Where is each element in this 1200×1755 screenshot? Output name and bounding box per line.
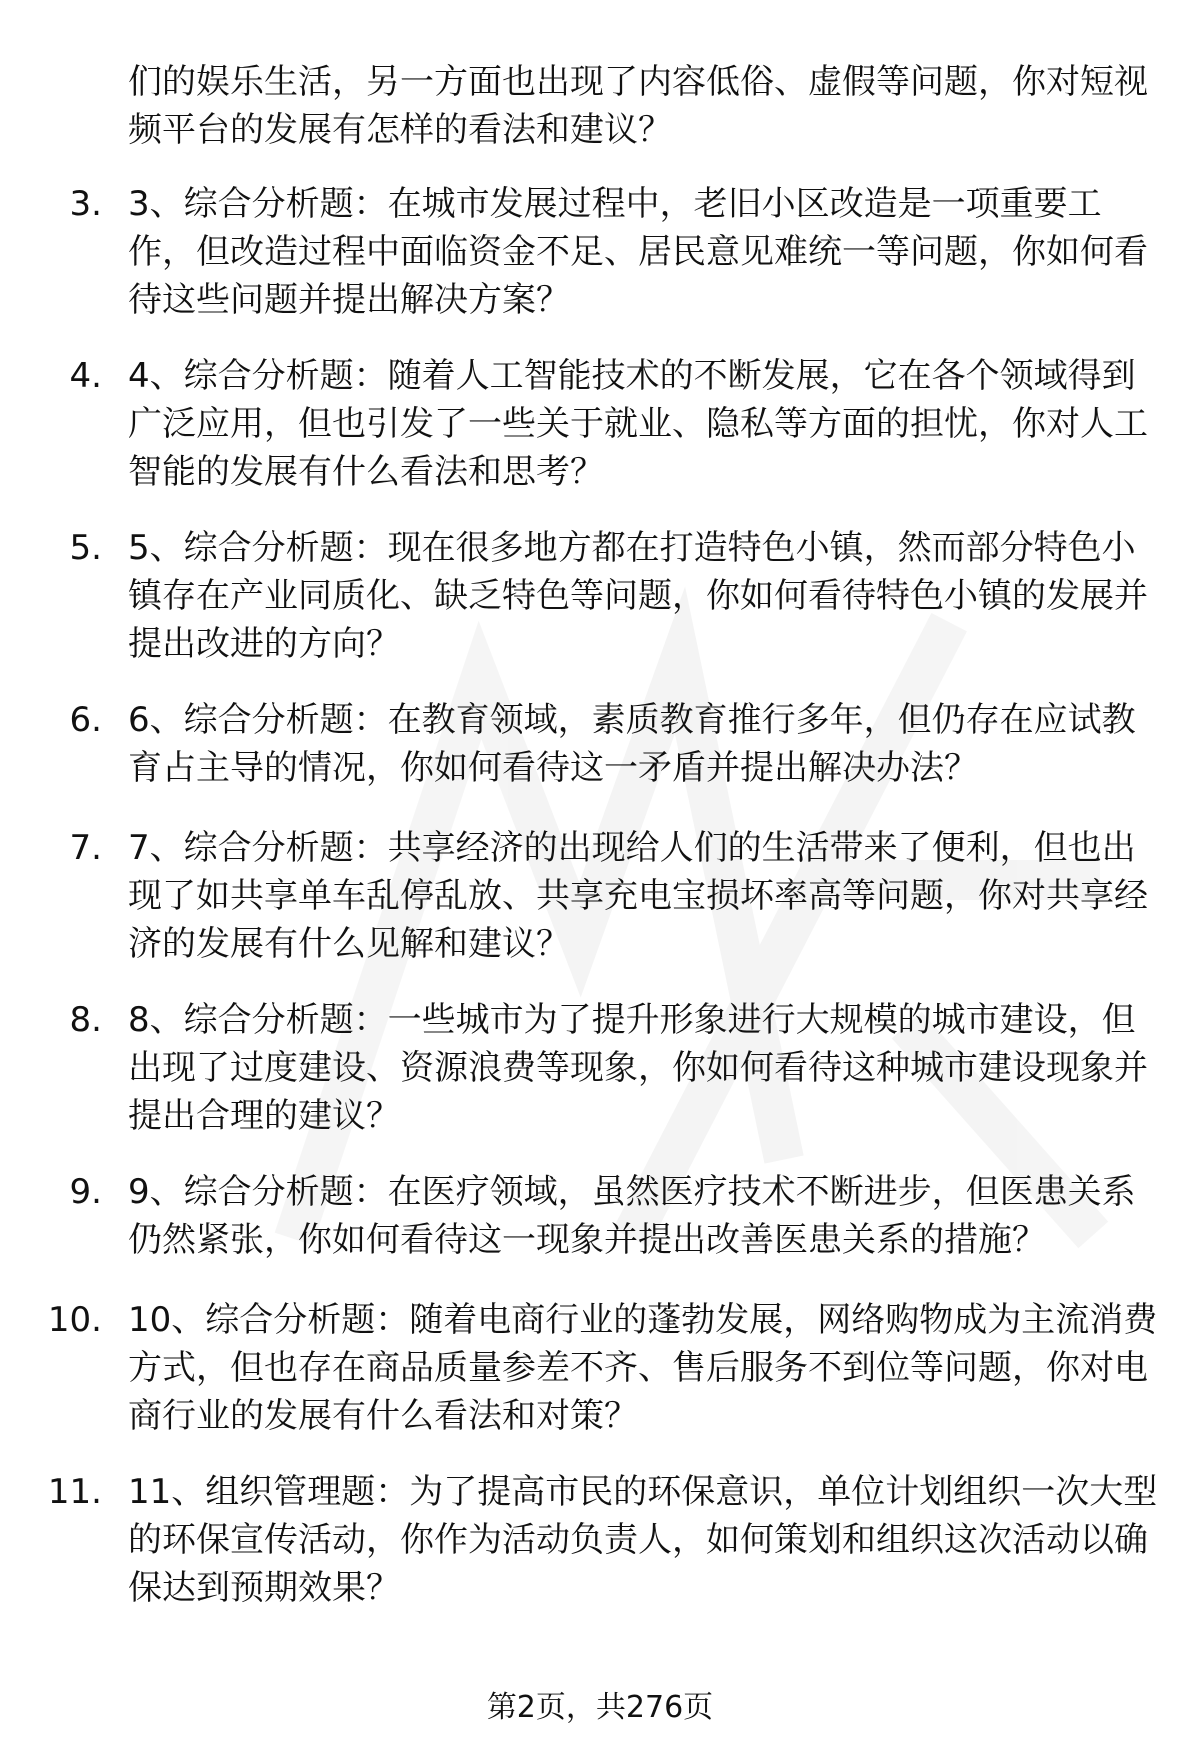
question-text: 3、综合分析题：在城市发展过程中，老旧小区改造是一项重要工作，但改造过程中面临资金不足、居民意见难统一等问题，你如何看待这些问题并提出解决方案？ xyxy=(128,184,1148,320)
question-number: 8. xyxy=(69,1000,102,1040)
question-text: 7、综合分析题：共享经济的出现给人们的生活带来了便利，但也出现了如共享单车乱停乱放、共享充电宝损坏率高等问题，你对共享经济的发展有什么见解和建议？ xyxy=(128,828,1148,964)
question-text: 6、综合分析题：在教育领域，素质教育推行多年，但仍存在应试教育占主导的情况，你如何看待这一矛盾并提出解决办法？ xyxy=(128,700,1136,788)
question-number: 9. xyxy=(69,1172,102,1212)
question-number: 6. xyxy=(69,700,102,740)
question-number: 7. xyxy=(69,828,102,868)
question-number: 3. xyxy=(69,184,102,224)
question-text: 5、综合分析题：现在很多地方都在打造特色小镇，然而部分特色小镇存在产业同质化、缺乏特色等问题，你如何看待特色小镇的发展并提出改进的方向？ xyxy=(128,528,1148,664)
question-text: 9、综合分析题：在医疗领域，虽然医疗技术不断进步，但医患关系仍然紧张，你如何看待这一现象并提出改善医患关系的措施？ xyxy=(128,1172,1136,1260)
question-number: 11. xyxy=(47,1472,102,1512)
question-number: 10. xyxy=(47,1300,102,1340)
question-number: 5. xyxy=(69,528,102,568)
page-footer: 第2页，共276页 xyxy=(486,1690,714,1725)
continuation-text: 们的娱乐生活，另一方面也出现了内容低俗、虚假等问题，你对短视频平台的发展有怎样的看法和建议？ xyxy=(128,62,1148,150)
question-text: 11、组织管理题：为了提高市民的环保意识，单位计划组织一次大型的环保宣传活动，你作为活动负责人，如何策划和组织这次活动以确保达到预期效果？ xyxy=(128,1472,1158,1608)
question-number: 4. xyxy=(69,356,102,396)
question-text: 4、综合分析题：随着人工智能技术的不断发展，它在各个领域得到广泛应用，但也引发了一些关于就业、隐私等方面的担忧，你对人工智能的发展有什么看法和思考？ xyxy=(128,356,1148,492)
question-text: 10、综合分析题：随着电商行业的蓬勃发展，网络购物成为主流消费方式，但也存在商品质量参差不齐、售后服务不到位等问题，你对电商行业的发展有什么看法和对策？ xyxy=(128,1300,1158,1436)
question-text: 8、综合分析题：一些城市为了提升形象进行大规模的城市建设，但出现了过度建设、资源浪费等现象，你如何看待这种城市建设现象并提出合理的建议？ xyxy=(128,1000,1148,1136)
